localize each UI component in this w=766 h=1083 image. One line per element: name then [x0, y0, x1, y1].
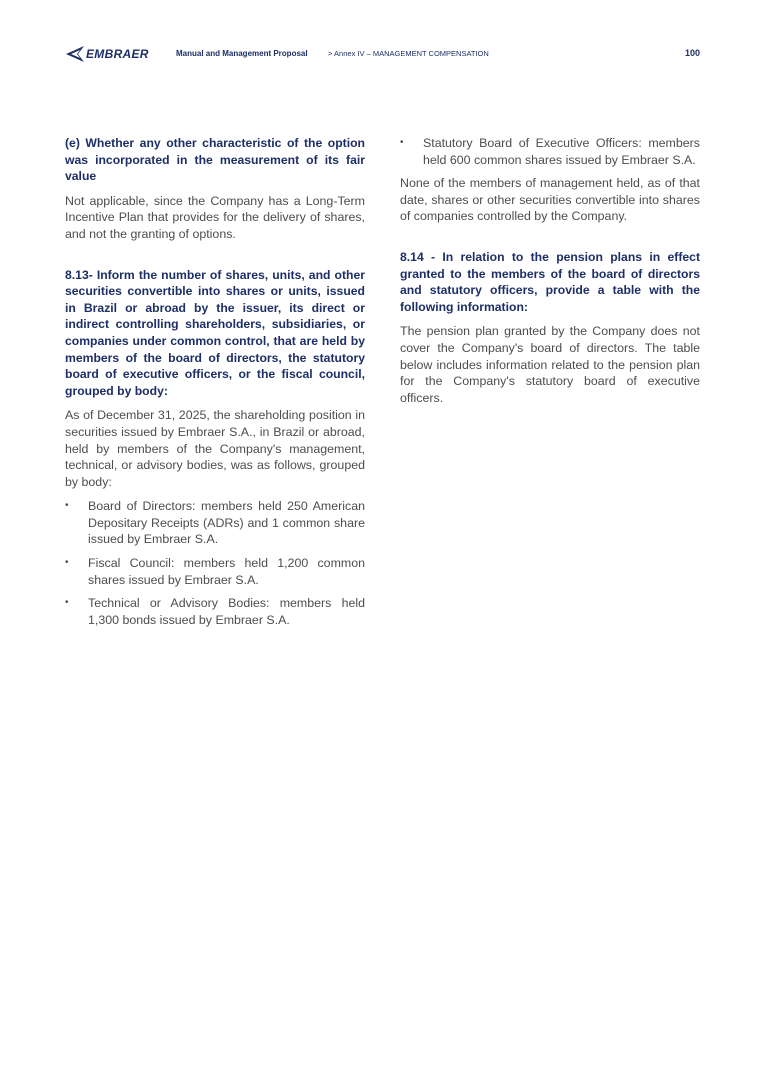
left-column	[65, 135, 365, 635]
bullet-icon: •	[65, 500, 69, 512]
list-item-text: Statutory Board of Executive Officers: members held 600 common shares issued by Embraer S.A.	[423, 136, 700, 167]
list-item-text: Fiscal Council: members held 1,200 common shares issued by Embraer S.A.	[88, 556, 365, 587]
paragraph-8-13: As of December 31, 2025, the shareholding position in securities issued by Embraer S.A., in Brazil or abroad, held by members of the Company's management, technical, or advisory bodies, was as follows, grouped by body:	[65, 408, 365, 489]
embraer-logo	[66, 45, 149, 63]
shareholding-list-continued	[400, 135, 700, 168]
embraer-wing-icon	[66, 46, 84, 62]
bullet-icon: •	[65, 597, 69, 609]
shareholding-list	[65, 498, 365, 628]
heading-8-14: 8.14 - In relation to the pension plans in effect granted to the members of the board of directors and statutory officers, provide a table with the following information:	[400, 249, 700, 314]
heading-e: (e) Whether any other characteristic of the option was incorporated in the measurement of its fair value	[65, 136, 365, 184]
list-item-text: Technical or Advisory Bodies: members held 1,300 bonds issued by Embraer S.A.	[88, 596, 365, 627]
section-breadcrumb: > Annex IV – MANAGEMENT COMPENSATION	[328, 49, 489, 58]
paragraph-e: Not applicable, since the Company has a Long-Term Incentive Plan that provides for the delivery of shares, and not the granting of options.	[65, 193, 365, 241]
paragraph-8-14: The pension plan granted by the Company does not cover the Company's board of directors. The table below includes information related to the pension plan for the Company's statutory board of executive officers.	[400, 324, 700, 405]
list-item-text: Board of Directors: members held 250 American Depositary Receipts (ADRs) and 1 common share issued by Embraer S.A.	[88, 499, 365, 547]
list-item	[65, 498, 365, 548]
list-item	[65, 555, 365, 588]
heading-8-13: 8.13- Inform the number of shares, units, and other securities convertible into shares or units, issued in Brazil or abroad by the issuer, its direct or indirect controlling shareholders, subsidiaries, or companies under common control, that are held by members of the board of directors, the statutory board of executive officers, or the fiscal council, grouped by body:	[65, 267, 365, 398]
document-title: Manual and Management Proposal	[176, 49, 308, 58]
bullet-icon: •	[400, 137, 404, 148]
list-item	[400, 135, 700, 168]
page-number: 100	[684, 48, 700, 58]
right-column	[400, 135, 700, 414]
brand-name: EMBRAER	[86, 47, 149, 61]
bullet-icon: •	[65, 557, 69, 569]
list-item	[65, 595, 365, 628]
paragraph-none: None of the members of management held, as of that date, shares or other securities convertible into shares of companies controlled by the Company.	[400, 176, 700, 224]
page-header	[66, 45, 700, 67]
